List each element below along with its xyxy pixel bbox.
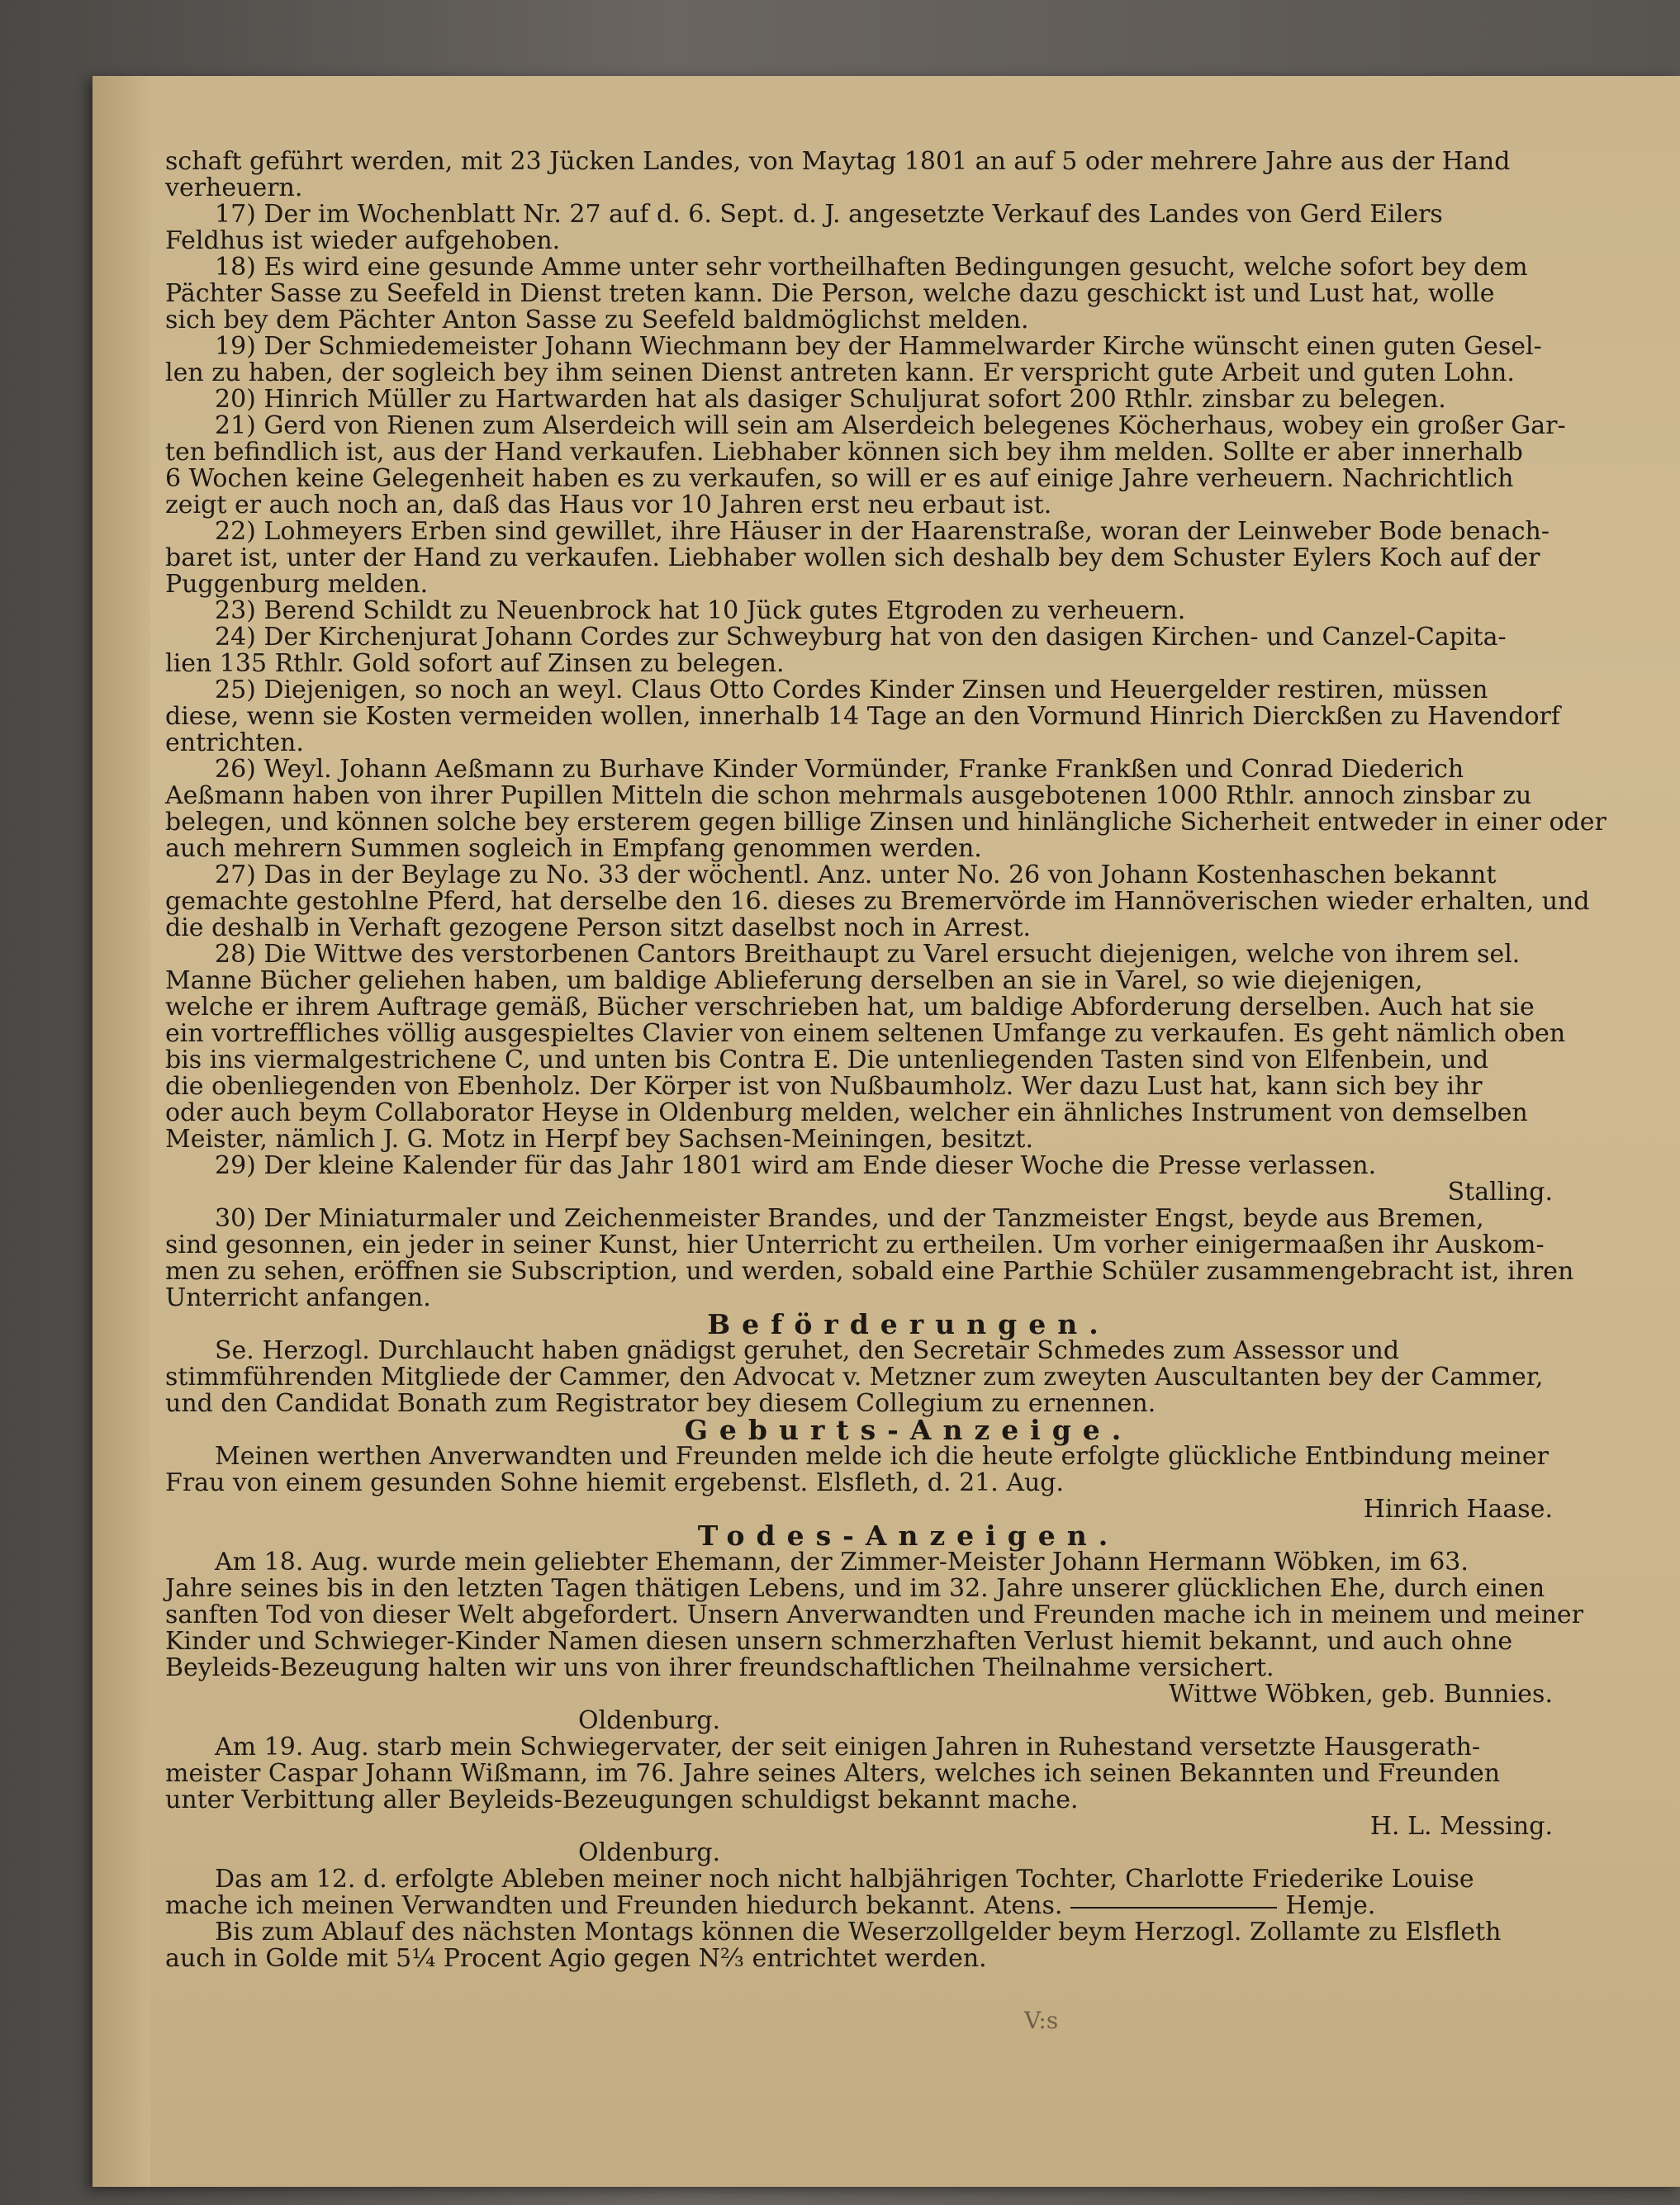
text-line: 18) Es wird eine gesunde Amme unter sehr vortheilhaften Bedingungen gesucht, welche sofort bey dem [215,253,1528,282]
text-line: gemachte gestohlne Pferd, hat derselbe den 16. dieses zu Bremervörde im Hannöverischen wieder erhalten, und [165,887,1590,916]
text-line [165,1893,1652,1919]
stain-mark: V:s [1024,2007,1059,2034]
text-line: Frau von einem gesunden Sohne hiemit ergebenst. Elsfleth, d. 21. Aug. [165,1468,1065,1497]
text-line: Jahre seines bis in den letzten Tagen thätigen Lebens, und im 32. Jahre unserer glücklichen Ehe, durch einen [165,1574,1545,1603]
text-line: sich bey dem Pächter Anton Sasse zu Seefeld baldmöglichst melden. [165,306,1029,334]
text-line: entrichten. [165,728,304,757]
text-line: die obenliegenden von Ebenholz. Der Körper ist von Nußbaumholz. Wer dazu Lust hat, kann sich bey ihr [165,1072,1483,1101]
text-line: 21) Gerd von Rienen zum Alserdeich will sein am Alserdeich belegenes Köcherhaus, wobey ein großer Gar- [215,411,1566,440]
text-line: Kinder und Schwieger-Kinder Namen diesen unsern schmerzhaften Verlust hiemit bekannt, und auch ohne [165,1627,1513,1656]
text-line: Se. Herzogl. Durchlaucht haben gnädigst geruhet, den Secretair Schmedes zum Assessor und [215,1336,1400,1365]
text-line: stimmführenden Mitgliede der Cammer, den Advocat v. Metzner zum zweyten Auscultanten bey der Cammer, [165,1363,1544,1392]
signature: H. L. Messing. [1369,1812,1553,1841]
text-line: verheuern. [165,173,303,202]
text-line: Am 19. Aug. starb mein Schwiegervater, der seit einigen Jahren in Ruhestand versetzte Hausgerath- [215,1733,1481,1762]
text-line: auch mehrern Summen sogleich in Empfang genommen werden. [165,834,982,863]
text-line: Unterricht anfangen. [165,1283,431,1312]
text-line: 30) Der Miniaturmaler und Zeichenmeister Brandes, und der Tanzmeister Engst, beyde aus Bremen, [215,1204,1484,1233]
signature: Wittwe Wöbken, geb. Bunnies. [1169,1680,1553,1709]
text-line: auch in Golde mit 5¼ Procent Agio gegen N⅔ entrichtet werden. [165,1944,987,1973]
text-line: die deshalb in Verhaft gezogene Person sitzt daselbst noch in Arrest. [165,913,1032,942]
text-line: 6 Wochen keine Gelegenheit haben es zu verkaufen, so will er es auf einige Jahre verheuern. Nachrichtlich [165,464,1514,493]
text-line: 25) Diejenigen, so noch an weyl. Claus Otto Cordes Kinder Zinsen und Heuergelder restiren, müssen [215,676,1488,704]
page-gutter [93,76,150,2187]
text-line: Feldhus ist wieder aufgehoben. [165,226,561,255]
text-line: Am 18. Aug. wurde mein geliebter Ehemann, der Zimmer-Meister Johann Hermann Wöbken, im 63. [215,1548,1469,1577]
place-line: Oldenburg. [578,1838,721,1867]
text-line: baret ist, unter der Hand zu verkaufen. Liebhaber wollen sich deshalb bey dem Schuster Eylers Koch auf der [165,543,1540,572]
text-line: Manne Bücher geliehen haben, um baldige Ablieferung derselben an sie in Varel, so wie diejenigen, [165,966,1423,995]
text-line: welche er ihrem Auftrage gemäß, Bücher verschrieben hat, um baldige Abforderung derselben. Auch hat sie [165,993,1535,1022]
section-heading-befoerderungen: Beförderungen. [707,1308,1110,1340]
text-line: oder auch beym Collaborator Heyse in Oldenburg melden, welcher ein ähnliches Instrument von demselben [165,1098,1528,1127]
text-line: Meinen werthen Anverwandten und Freunden melde ich die heute erfolgte glückliche Entbindung meiner [215,1442,1549,1471]
divider [1070,1907,1277,1909]
text-line: 29) Der kleine Kalender für das Jahr 1801 wird am Ende dieser Woche die Presse verlassen. [215,1151,1377,1180]
text-line: ten befindlich ist, aus der Hand verkaufen. Liebhaber können sich bey ihm melden. Sollte er aber innerhalb [165,438,1523,467]
text-line: 19) Der Schmiedemeister Johann Wiechmann bey der Hammelwarder Kirche wünscht einen guten Gesel- [215,332,1542,361]
text-line: Pächter Sasse zu Seefeld in Dienst treten kann. Die Person, welche dazu geschickt ist und Lust hat, wolle [165,279,1495,308]
signature: Stalling. [1447,1178,1553,1207]
text-line: unter Verbittung aller Beyleids-Bezeugungen schuldigst bekannt mache. [165,1785,1079,1814]
text-span: mache ich meinen Verwandten und Freunden hiedurch bekannt. Atens. [165,1891,1063,1920]
text-line: Puggenburg melden. [165,570,429,599]
text-line: Bis zum Ablauf des nächsten Montags können die Weserzollgelder beym Herzogl. Zollamte zu Elsfleth [215,1918,1502,1947]
text-line: sind gesonnen, ein jeder in seiner Kunst, hier Unterricht zu ertheilen. Um vorher einigermaaßen ihr Auskom- [165,1231,1545,1259]
text-line: 22) Lohmeyers Erben sind gewillet, ihre Häuser in der Haarenstraße, woran der Leinweber Bode benach- [215,517,1549,546]
text-line: 23) Berend Schildt zu Neuenbrock hat 10 Jück gutes Etgroden zu verheuern. [215,596,1186,625]
text-line: lien 135 Rthlr. Gold sofort auf Zinsen zu belegen. [165,649,785,678]
text-line: 24) Der Kirchenjurat Johann Cordes zur Schweyburg hat von den dasigen Kirchen- und Canzel-Capita- [215,623,1507,652]
text-line: zeigt er auch noch an, daß das Haus vor 10 Jahren erst neu erbaut ist. [165,491,1052,519]
text-line: diese, wenn sie Kosten vermeiden wollen, innerhalb 14 Tage an den Vormund Hinrich Dierckßen zu Havendorf [165,702,1560,731]
text-line: Beyleids-Bezeugung halten wir uns von ihrer freundschaftlichen Theilnahme versichert. [165,1653,1274,1682]
document-text [165,147,1652,1973]
section-heading-todes: Todes-Anzeigen. [697,1520,1120,1552]
section-heading-geburt: Geburts-Anzeige. [684,1414,1133,1446]
text-line: 27) Das in der Beylage zu No. 33 der wöchentl. Anz. unter No. 26 von Johann Kostenhaschen bekannt [215,861,1497,889]
text-line: Meister, nämlich J. G. Motz in Herpf bey Sachsen-Meiningen, besitzt. [165,1125,1034,1154]
text-line: bis ins viermalgestrichene C, und unten bis Contra E. Die untenliegenden Tasten sind von Elfenbein, und [165,1046,1489,1074]
text-line: und den Candidat Bonath zum Registrator bey diesem Collegium zu ernennen. [165,1389,1156,1418]
text-line: Aeßmann haben von ihrer Pupillen Mitteln die schon mehrmals ausgebotenen 1000 Rthlr. annoch zinsbar zu [165,781,1532,810]
text-line: Das am 12. d. erfolgte Ableben meiner noch nicht halbjährigen Tochter, Charlotte Friederike Louise [215,1865,1474,1894]
text-line: 28) Die Wittwe des verstorbenen Cantors Breithaupt zu Varel ersucht diejenigen, welche von ihrem sel. [215,940,1521,969]
place-line: Oldenburg. [578,1706,721,1735]
text-line: belegen, und können solche bey ersterem gegen billige Zinsen und hinlängliche Sicherheit entweder in einer oder [165,808,1606,837]
text-line: schaft geführt werden, mit 23 Jücken Landes, von Maytag 1801 an auf 5 oder mehrere Jahre aus der Hand [165,147,1511,176]
text-line: 20) Hinrich Müller zu Hartwarden hat als dasiger Schuljurat sofort 200 Rthlr. zinsbar zu belegen. [215,385,1446,414]
signature: Hinrich Haase. [1363,1495,1553,1524]
text-line: 26) Weyl. Johann Aeßmann zu Burhave Kinder Vormünder, Franke Frankßen und Conrad Diederich [215,755,1464,784]
text-line: sanften Tod von dieser Welt abgefordert. Unsern Anverwandten und Freunden mache ich in meinem und meiner [165,1600,1584,1629]
signature: Hemje. [1285,1891,1376,1920]
text-line: ein vortreffliches völlig ausgespieltes Clavier von einem seltenen Umfange zu verkaufen. Es geht nämlich oben [165,1019,1566,1048]
text-line: len zu haben, der sogleich bey ihm seinen Dienst antreten kann. Er verspricht gute Arbeit und guten Lohn. [165,358,1515,387]
text-line: 17) Der im Wochenblatt Nr. 27 auf d. 6. Sept. d. J. angesetzte Verkauf des Landes von Gerd Eilers [215,200,1443,229]
text-line: men zu sehen, eröffnen sie Subscription, und werden, sobald eine Parthie Schüler zusammengebracht ist, ihren [165,1257,1574,1286]
text-line: meister Caspar Johann Wißmann, im 76. Jahre seines Alters, welches ich seinen Bekannten und Freunden [165,1759,1501,1788]
